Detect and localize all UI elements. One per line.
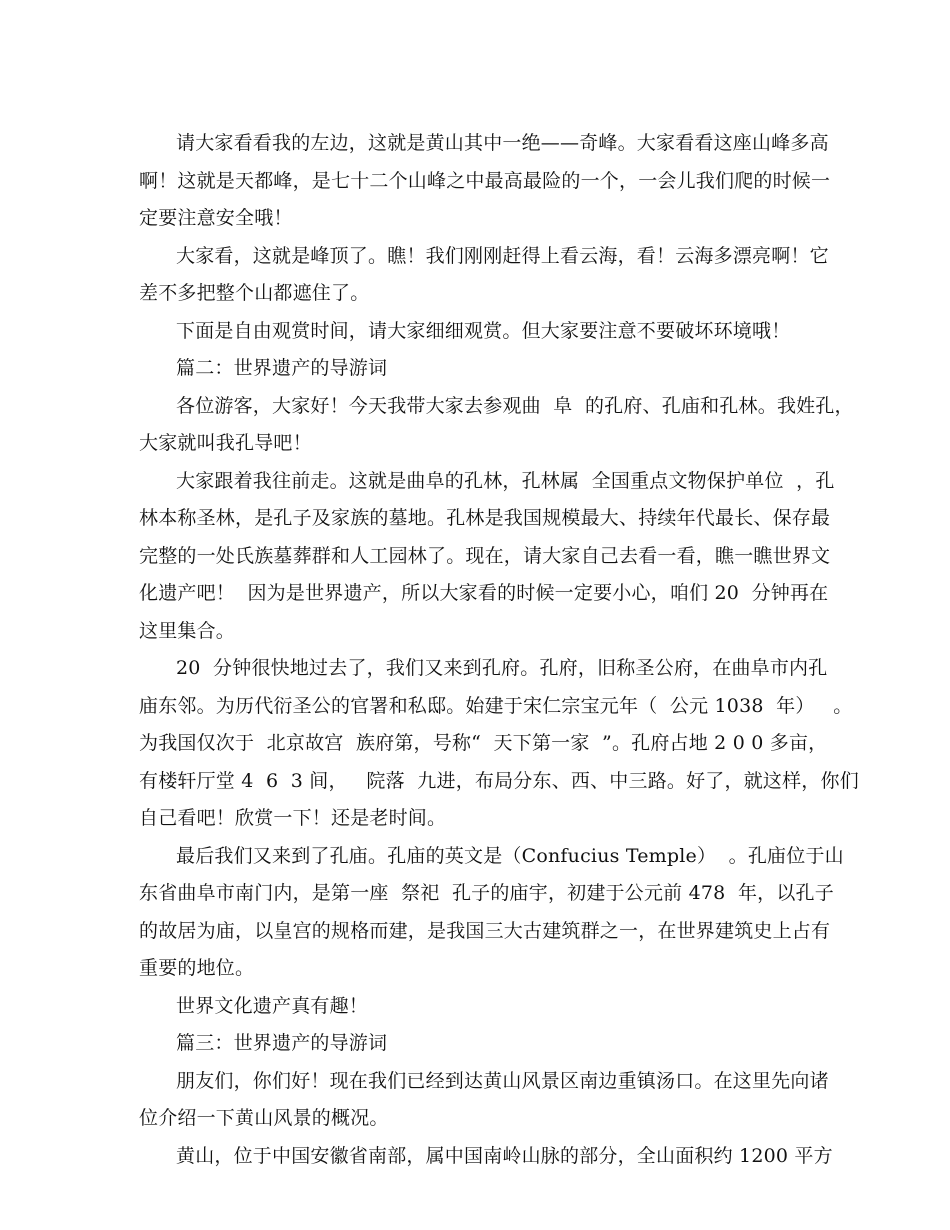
text-line: 重要的地位。 (139, 957, 255, 979)
text-line: 的故居为庙，以皇宫的规格而建，是我国三大古建筑群之一，在世界建筑史上占有 (139, 920, 831, 942)
text-line: 朋友们，你们好！现在我们已经到达黄山风景区南边重镇汤口。在这里先向诸 (176, 1070, 829, 1092)
text-line: 啊！这就是天都峰，是七十二个山峰之中最高最险的一个，一会儿我们爬的时候一 (139, 170, 831, 192)
text-line: 位介绍一下黄山风景的概况。 (139, 1107, 389, 1129)
text-line: 最后我们又来到了孔庙。孔庙的英文是（Confucius Temple） 。孔庙位于山 (176, 845, 844, 867)
text-line: 黄山，位于中国安徽省南部，属中国南岭山脉的部分，全山面积约 1200 平方 (176, 1144, 833, 1167)
text-line: 完整的一处氏族墓葬群和人工园林了。现在，请大家自己去看一看，瞧一瞧世界文 (139, 545, 831, 567)
text-line: 定要注意安全哦！ (139, 207, 293, 229)
text-line: 下面是自由观赏时间，请大家细细观赏。但大家要注意不要破坏环境哦！ (176, 320, 791, 342)
text-line: 庙东邻。为历代衍圣公的官署和私邸。始建于宋仁宗宝元年（ 公元 1038 年） 。 (139, 695, 853, 717)
text-line: 大家跟着我往前走。这就是曲阜的孔林，孔林属 全国重点文物保护单位 ，孔 (176, 470, 835, 492)
text-line: 请大家看看我的左边，这就是黄山其中一绝——奇峰。大家看看这座山峰多高 (176, 132, 829, 154)
text-line: 化遗产吧！ 因为是世界遗产，所以大家看的时候一定要小心，咱们 20 分钟再在 (139, 582, 829, 604)
text-line: 为我国仅次于 北京故宫 族府第，号称“ 天下第一家 ”。孔府占地 2 0 0 多亩， (139, 732, 828, 754)
text-line: 篇三：世界遗产的导游词 (176, 1032, 388, 1054)
text-line: 大家看，这就是峰顶了。瞧！我们刚刚赶得上看云海，看！云海多漂亮啊！它 (176, 245, 829, 267)
text-line: 各位游客，大家好！今天我带大家去参观曲 阜 的孔府、孔庙和孔林。我姓孔， (176, 395, 854, 417)
text-line: 这里集合。 (139, 620, 236, 642)
text-line: 篇二：世界遗产的导游词 (176, 357, 388, 379)
text-line: 世界文化遗产真有趣！ (176, 995, 369, 1017)
text-line: 东省曲阜市南门内，是第一座 祭祀 孔子的庙宇，初建于公元前 478 年，以孔子 (139, 882, 834, 904)
text-line: 差不多把整个山都遮住了。 (139, 282, 370, 304)
text-line: 自己看吧！欣赏一下！还是老时间。 (139, 807, 447, 829)
text-line: 20 分钟很快地过去了，我们又来到孔府。孔府，旧称圣公府，在曲阜市内孔 (176, 657, 828, 679)
text-line: 林本称圣林，是孔子及家族的墓地。孔林是我国规模最大、持续年代最长、保存最 (139, 507, 831, 529)
text-line: 有楼轩厅堂 4 6 3 间， 院落 九进，布局分东、西、中三路。好了，就这样，你们 (139, 770, 859, 792)
text-line: 大家就叫我孔导吧！ (139, 432, 312, 454)
